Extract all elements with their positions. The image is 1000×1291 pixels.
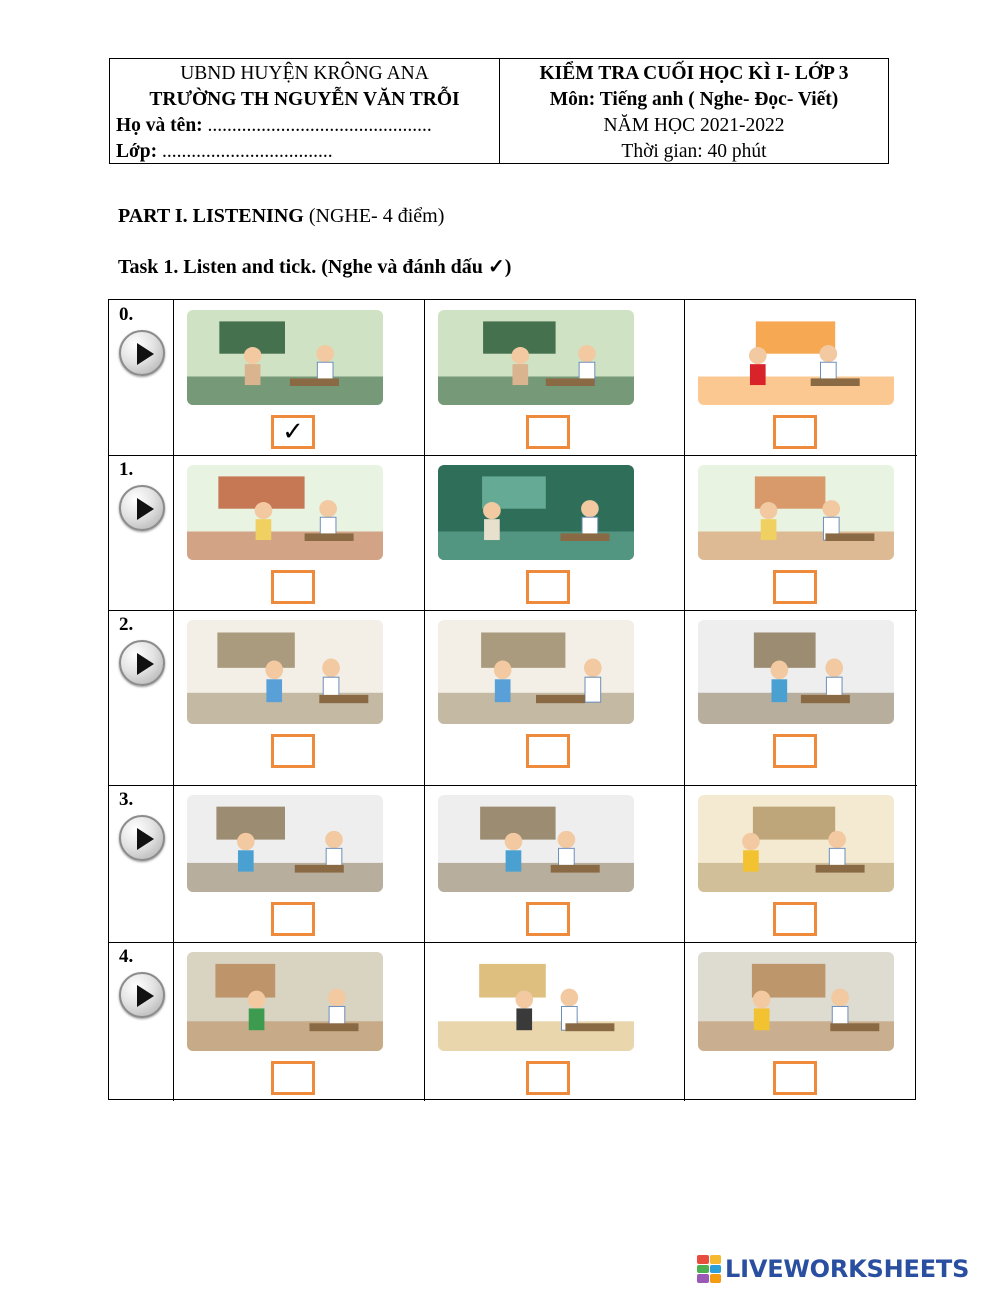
play-audio-button[interactable] xyxy=(119,640,165,686)
question-number: 4. xyxy=(119,946,134,967)
answer-picture xyxy=(698,952,894,1051)
row-divider xyxy=(109,785,917,786)
answer-picture xyxy=(438,795,634,892)
tick-box[interactable] xyxy=(526,734,570,768)
answer-picture xyxy=(438,465,634,560)
class-line xyxy=(116,139,493,165)
tick-box[interactable] xyxy=(271,902,315,936)
task-title-close: ) xyxy=(504,256,512,278)
answer-grid xyxy=(108,299,916,1100)
col-divider xyxy=(424,300,425,1101)
tick-box[interactable] xyxy=(773,415,817,449)
tick-box[interactable] xyxy=(526,570,570,604)
tick-box[interactable] xyxy=(271,570,315,604)
tick-box[interactable] xyxy=(773,570,817,604)
answer-picture xyxy=(187,620,383,724)
exam-title: KIỂM TRA CUỐI HỌC KÌ I- LỚP 3 xyxy=(539,63,849,84)
header-right-cell xyxy=(500,59,888,163)
answer-picture xyxy=(698,310,894,405)
answer-picture xyxy=(438,952,634,1051)
tick-box[interactable] xyxy=(271,1061,315,1095)
col-divider xyxy=(684,300,685,1101)
tick-box[interactable] xyxy=(526,902,570,936)
subject: Môn: Tiếng anh ( Nghe- Đọc- Viết) xyxy=(549,89,839,110)
question-number: 3. xyxy=(119,789,134,810)
part-title-bold: PART I. LISTENING xyxy=(118,205,304,227)
part-title-sub: (NGHE- 4 điểm) xyxy=(303,205,445,227)
question-number: 2. xyxy=(119,614,134,635)
answer-picture xyxy=(187,795,383,892)
col-divider xyxy=(173,300,174,1101)
answer-picture xyxy=(698,795,894,892)
part-title xyxy=(118,205,444,228)
duration: Thời gian: 40 phút xyxy=(621,141,767,162)
tick-box[interactable] xyxy=(773,734,817,768)
answer-picture xyxy=(438,310,634,405)
task-title-text: Task 1. Listen and tick. (Nghe và đánh dấu xyxy=(118,256,488,278)
tick-box[interactable] xyxy=(773,902,817,936)
answer-picture xyxy=(187,465,383,560)
play-audio-button[interactable] xyxy=(119,330,165,376)
answer-picture xyxy=(698,465,894,560)
play-audio-button[interactable] xyxy=(119,815,165,861)
tick-box[interactable] xyxy=(526,1061,570,1095)
task-title xyxy=(118,254,511,279)
row-divider xyxy=(109,610,917,611)
tick-icon: ✓ xyxy=(487,256,505,278)
answer-picture xyxy=(698,620,894,724)
tick-box[interactable] xyxy=(526,415,570,449)
header-left-cell xyxy=(110,59,500,163)
question-number: 1. xyxy=(119,459,134,480)
school-name: TRƯỜNG TH NGUYỄN VĂN TRỖI xyxy=(149,89,460,110)
brand-name: LIVEWORKSHEETS xyxy=(725,1255,970,1283)
class-label: Lớp: xyxy=(116,141,158,162)
play-audio-button[interactable] xyxy=(119,972,165,1018)
answer-picture xyxy=(438,620,634,724)
liveworksheets-logo xyxy=(697,1255,969,1283)
student-name-line xyxy=(116,113,493,139)
answer-picture xyxy=(187,310,383,405)
tick-box[interactable] xyxy=(773,1061,817,1095)
name-label: Họ và tên: xyxy=(116,115,203,136)
class-dots: ................................... xyxy=(157,141,333,162)
answer-picture xyxy=(187,952,383,1051)
district-name: UBND HUYỆN KRÔNG ANA xyxy=(180,63,429,84)
school-year: NĂM HỌC 2021-2022 xyxy=(603,115,785,136)
logo-icon xyxy=(697,1255,721,1283)
header-table xyxy=(109,58,889,164)
tick-box[interactable]: ✓ xyxy=(271,415,315,449)
row-divider xyxy=(109,455,917,456)
name-dots: .............................................. xyxy=(202,115,432,136)
tick-box[interactable] xyxy=(271,734,315,768)
row-divider xyxy=(109,942,917,943)
play-audio-button[interactable] xyxy=(119,485,165,531)
question-number: 0. xyxy=(119,304,134,325)
